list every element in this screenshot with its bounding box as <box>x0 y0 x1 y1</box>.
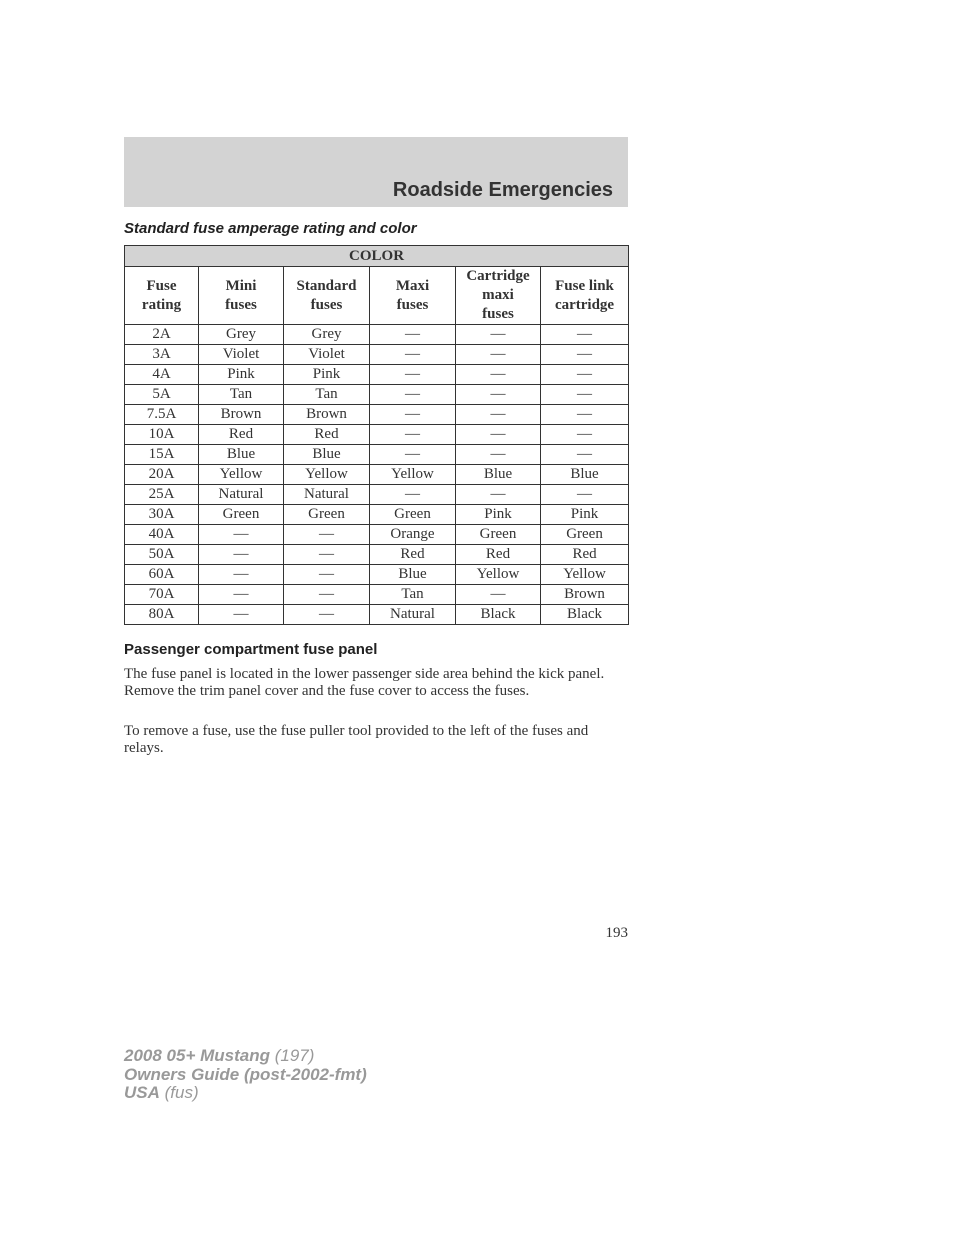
color-cell: — <box>456 365 541 385</box>
column-header <box>284 267 370 325</box>
subheading: Passenger compartment fuse panel <box>124 641 378 658</box>
color-cell: Pink <box>456 505 541 525</box>
table-row <box>125 585 629 605</box>
color-cell: Violet <box>284 345 370 365</box>
color-cell: Natural <box>370 605 456 625</box>
column-header <box>125 267 199 325</box>
fuse-rating-cell: 4A <box>125 365 199 385</box>
color-cell: — <box>284 585 370 605</box>
footer-model-code: (197) <box>270 1046 315 1065</box>
fuse-rating-cell: 70A <box>125 585 199 605</box>
table-row <box>125 505 629 525</box>
color-cell: — <box>541 485 629 505</box>
fuse-rating-cell: 2A <box>125 325 199 345</box>
fuse-rating-cell: 30A <box>125 505 199 525</box>
color-cell: Blue <box>370 565 456 585</box>
color-cell: — <box>199 605 284 625</box>
column-header <box>541 267 629 325</box>
color-cell: — <box>284 525 370 545</box>
color-cell: — <box>541 405 629 425</box>
table-row <box>125 605 629 625</box>
table-row <box>125 405 629 425</box>
column-header-line: rating <box>141 296 182 313</box>
column-header-line: Maxi <box>395 277 430 294</box>
color-cell: — <box>370 485 456 505</box>
fuse-rating-cell: 20A <box>125 465 199 485</box>
color-cell: Yellow <box>456 565 541 585</box>
footer-market: USA <box>124 1083 160 1102</box>
color-cell: — <box>456 425 541 445</box>
table-row <box>125 385 629 405</box>
color-group-header: COLOR <box>125 246 629 267</box>
color-cell: — <box>541 365 629 385</box>
color-cell: — <box>456 385 541 405</box>
fuse-color-table <box>124 245 629 625</box>
color-cell: Black <box>541 605 629 625</box>
color-cell: — <box>541 425 629 445</box>
color-cell: Tan <box>199 385 284 405</box>
color-cell: Grey <box>284 325 370 345</box>
paragraph: The fuse panel is located in the lower passenger side area behind the kick panel. Remove the trim panel cover and the fuse cover to access the fuses. <box>124 666 605 699</box>
color-cell: Yellow <box>199 465 284 485</box>
table-row <box>125 345 629 365</box>
fuse-rating-cell: 5A <box>125 385 199 405</box>
fuse-rating-cell: 7.5A <box>125 405 199 425</box>
color-cell: Blue <box>456 465 541 485</box>
section-header-band <box>124 137 628 207</box>
color-cell: — <box>541 445 629 465</box>
fuse-rating-cell: 10A <box>125 425 199 445</box>
color-cell: — <box>370 365 456 385</box>
column-header-line: fuses <box>482 306 514 322</box>
color-cell: Grey <box>199 325 284 345</box>
color-cell: Brown <box>541 585 629 605</box>
fuse-rating-cell: 15A <box>125 445 199 465</box>
color-cell: — <box>456 445 541 465</box>
color-cell: Yellow <box>370 465 456 485</box>
color-cell: Red <box>199 425 284 445</box>
color-cell: — <box>456 585 541 605</box>
column-header-line: Fuse link <box>555 277 614 294</box>
column-header-line: Cartridge <box>466 268 530 284</box>
column-header <box>370 267 456 325</box>
page-number: 193 <box>605 925 628 941</box>
table-row <box>125 545 629 565</box>
color-cell: Green <box>456 525 541 545</box>
color-cell: Red <box>370 545 456 565</box>
document-footer <box>124 1047 367 1103</box>
column-header-line: fuses <box>225 296 257 313</box>
table-row <box>125 525 629 545</box>
color-cell: — <box>199 525 284 545</box>
color-cell: — <box>541 385 629 405</box>
color-cell: — <box>370 425 456 445</box>
color-cell: — <box>370 325 456 345</box>
color-cell: — <box>541 345 629 365</box>
color-cell: Green <box>284 505 370 525</box>
color-cell: — <box>284 545 370 565</box>
table-row <box>125 485 629 505</box>
color-cell: Pink <box>284 365 370 385</box>
section-title: Roadside Emergencies <box>392 179 613 201</box>
color-cell: — <box>456 325 541 345</box>
color-cell: — <box>370 385 456 405</box>
color-cell: Red <box>284 425 370 445</box>
color-cell: Orange <box>370 525 456 545</box>
paragraph: To remove a fuse, use the fuse puller tool provided to the left of the fuses and relays. <box>124 723 589 756</box>
column-header-line: Fuse <box>146 277 177 294</box>
color-cell: Brown <box>199 405 284 425</box>
color-cell: Pink <box>199 365 284 385</box>
color-cell: Natural <box>199 485 284 505</box>
color-cell: Tan <box>284 385 370 405</box>
color-cell: — <box>370 345 456 365</box>
table-row <box>125 425 629 445</box>
color-cell: — <box>370 445 456 465</box>
color-cell: Black <box>456 605 541 625</box>
color-cell: — <box>199 565 284 585</box>
color-cell: — <box>199 545 284 565</box>
color-cell: Blue <box>284 445 370 465</box>
table-row <box>125 465 629 485</box>
table-caption: Standard fuse amperage rating and color <box>124 220 417 237</box>
color-cell: Blue <box>541 465 629 485</box>
color-cell: Natural <box>284 485 370 505</box>
column-header-line: fuses <box>396 296 429 313</box>
color-cell: — <box>456 345 541 365</box>
color-cell: Green <box>370 505 456 525</box>
column-header-line: Mini <box>225 277 257 294</box>
table-row <box>125 325 629 345</box>
column-header-line: fuses <box>310 296 343 313</box>
footer-guide: Owners Guide (post-2002-fmt) <box>124 1064 367 1084</box>
color-cell: — <box>541 325 629 345</box>
color-cell: — <box>284 605 370 625</box>
color-cell: Red <box>541 545 629 565</box>
color-cell: Blue <box>199 445 284 465</box>
color-cell: Pink <box>541 505 629 525</box>
column-header-line: maxi <box>482 287 514 303</box>
column-header <box>199 267 284 325</box>
color-cell: Red <box>456 545 541 565</box>
color-cell: — <box>370 405 456 425</box>
fuse-rating-cell: 25A <box>125 485 199 505</box>
color-cell: — <box>456 405 541 425</box>
color-cell: — <box>199 585 284 605</box>
table-row <box>125 445 629 465</box>
color-cell: Tan <box>370 585 456 605</box>
color-cell: — <box>284 565 370 585</box>
table-row <box>125 365 629 385</box>
footer-market-code: (fus) <box>159 1083 199 1102</box>
color-cell: Green <box>541 525 629 545</box>
color-cell: — <box>456 485 541 505</box>
color-cell: Violet <box>199 345 284 365</box>
fuse-rating-cell: 50A <box>125 545 199 565</box>
column-header-line: cartridge <box>554 296 615 313</box>
column-header-line: Standard <box>296 277 357 294</box>
fuse-rating-cell: 40A <box>125 525 199 545</box>
fuse-rating-cell: 60A <box>125 565 199 585</box>
color-cell: Green <box>199 505 284 525</box>
table-row <box>125 565 629 585</box>
fuse-rating-cell: 80A <box>125 605 199 625</box>
color-cell: Yellow <box>284 465 370 485</box>
column-header <box>456 267 541 325</box>
fuse-rating-cell: 3A <box>125 345 199 365</box>
color-cell: Yellow <box>541 565 629 585</box>
color-cell: Brown <box>284 405 370 425</box>
footer-model: 2008 05+ Mustang <box>124 1046 270 1065</box>
